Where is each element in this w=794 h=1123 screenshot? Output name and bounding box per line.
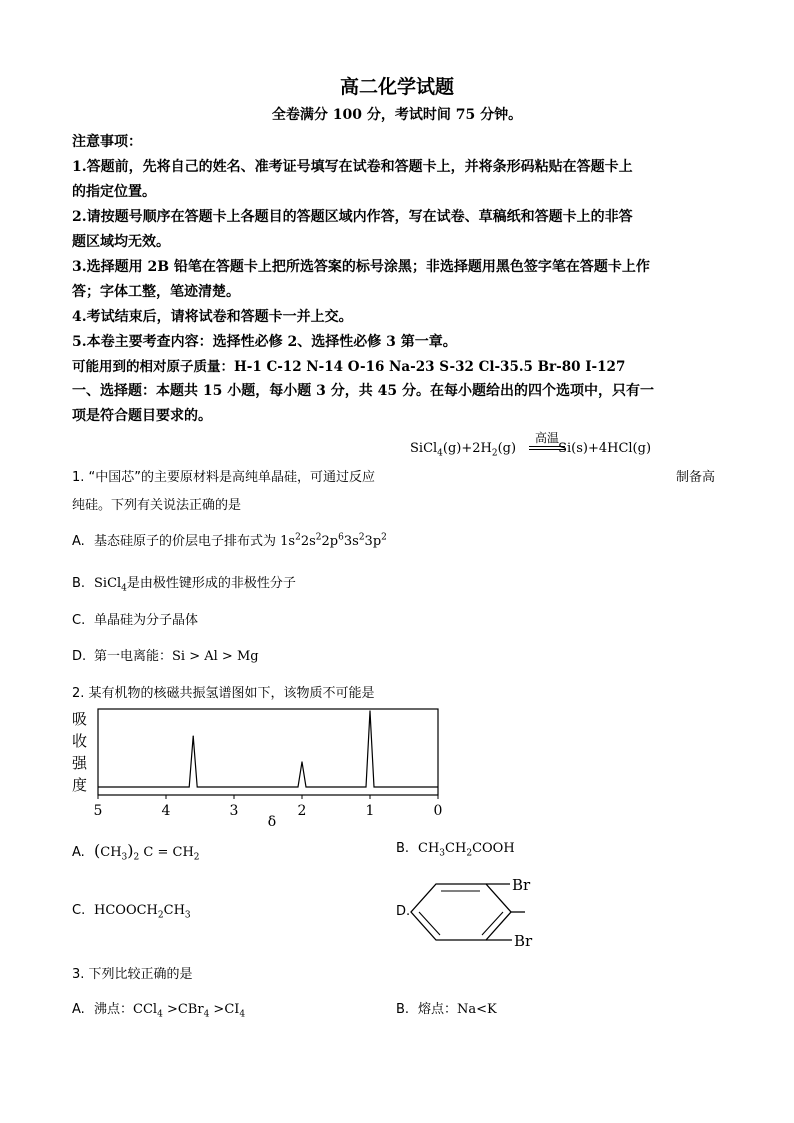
q1-stem-b: 制备高 [676,470,716,485]
y-label-char: 收 [72,732,88,750]
peak-group [193,710,371,762]
option-text: 沸点： [94,1002,134,1017]
y-label-char: 吸 [72,710,88,728]
q3-stem: 3. 下列比较正确的是 [72,967,193,982]
formula-c: $HCOOCH_2CH_3$ [94,903,191,921]
br-label-bottom: Br [514,932,533,950]
note-5: 5.本卷主要考查内容：选择性必修 2、选择性必修 3 第一章。 [72,334,457,350]
x-tick-label: 2 [297,803,307,819]
note-2-line-2: 题区域均无效。 [72,234,170,250]
option-label: C. [72,903,86,918]
electron-config: $1s^22s^22p^63s^23p^2$ [280,532,387,549]
q2-option-a [72,841,200,863]
x-tick-label: 1 [365,803,375,819]
ring-double-bond [482,912,503,935]
section-1-line-1: 一、选择题：本题共 15 小题，每小题 3 分，共 45 分。在每小题给出的四个选项中，只有一 [72,383,654,399]
q1-option-d [72,645,259,664]
option-label: B. [396,841,410,856]
option-label: D. [396,904,411,919]
q1-option-b [72,572,296,594]
x-tick-label: 5 [93,803,103,819]
x-tick-label: 3 [229,803,239,819]
ring-double-bond [419,912,440,935]
peak-marker [369,710,370,711]
option-label: A. [72,1002,85,1017]
note-1-line-2: 的指定位置。 [72,184,156,200]
q2-option-b [396,841,515,859]
br-label-top: Br [512,876,531,894]
note-2-line-1: 2.请按题号顺序在答题卡上各题目的答题区域内作答，写在试卷、草稿纸和答题卡上的非答 [72,209,633,225]
option-label: A. [72,534,85,549]
dibromo-toluene-structure [410,872,550,952]
reaction-equation: $SiCl_4(g)+2H_2(g)$ Si(s)+4HCl(g) [410,441,652,459]
option-text: 单晶硅为分子晶体 [94,613,199,628]
option-text: 第一电离能： [94,649,173,664]
exam-info: 全卷满分 100 分，考试时间 75 分钟。 [271,107,523,123]
option-label: B. [396,1002,410,1017]
notes-heading: 注意事项： [72,134,142,150]
atomic-masses: 可能用到的相对原子质量：H-1 C-12 N-14 O-16 Na-23 S-32 Cl-35.5 Br-80 I-127 [72,359,626,375]
reaction-condition: 高温 [535,431,560,445]
q2-option-c [72,903,191,921]
peak-marker [301,761,302,762]
option-label: A. [72,845,85,860]
x-axis-label: δ [267,814,277,830]
note-3-line-2: 答；字体工整，笔迹清楚。 [72,284,240,300]
plot-frame [98,709,438,795]
ionization-order: Si > Al > Mg [172,649,259,664]
note-1-line-1: 1.答题前，先将自己的姓名、准考证号填写在试卷和答题卡上，并将条形码粘贴在答题卡上 [72,159,633,175]
formula-b: $CH_3CH_2COOH$ [418,841,515,859]
note-3-line-1: 3.选择题用 2B 铅笔在答题卡上把所选答案的标号涂黑；非选择题用黑色签字笔在答题卡上作 [72,259,650,275]
q1-stem-a: 1. “中国芯”的主要原材料是高纯单晶硅，可通过反应 [72,470,376,485]
boiling-order: $CCl_4 >CBr_4 >CI_4$ [133,1002,246,1020]
option-label: C. [72,613,86,628]
y-label-char: 强 [72,754,88,772]
option-text: 熔点： [418,1002,458,1017]
q3-option-a [72,998,245,1020]
q1-option-c [72,609,198,628]
x-tick-label: 4 [161,803,171,819]
spectrum-line [98,711,438,787]
option-value: Na<K [457,1002,497,1017]
x-tick-label: 0 [433,803,443,819]
note-4: 4.考试结束后，请将试卷和答题卡一并上交。 [72,309,353,325]
q3-option-b [396,998,497,1017]
option-label: D. [72,649,87,664]
q2-stem: 2. 某有机物的核磁共振氢谱图如下，该物质不可能是 [72,686,375,701]
peak-marker [193,735,194,736]
q1-option-a [72,530,387,549]
benzene-ring [411,884,511,940]
option-text: 是由极性键形成的非极性分子 [126,576,296,591]
option-text: 基态硅原子的价层电子排布式为 [94,534,277,549]
formula-a: $(CH_3)_2$ $C = CH_2$ [94,841,200,863]
nmr-spectrum-chart [60,700,470,830]
section-1-line-2: 项是符合题目要求的。 [72,408,212,424]
y-label-char: 度 [72,776,88,794]
formula: SiCl$_4$ [94,576,127,594]
option-label: B. [72,576,86,591]
q1-stem-c: 纯硅。下列有关说法正确的是 [72,498,242,513]
page-title: 高二化学试题 [339,76,454,98]
